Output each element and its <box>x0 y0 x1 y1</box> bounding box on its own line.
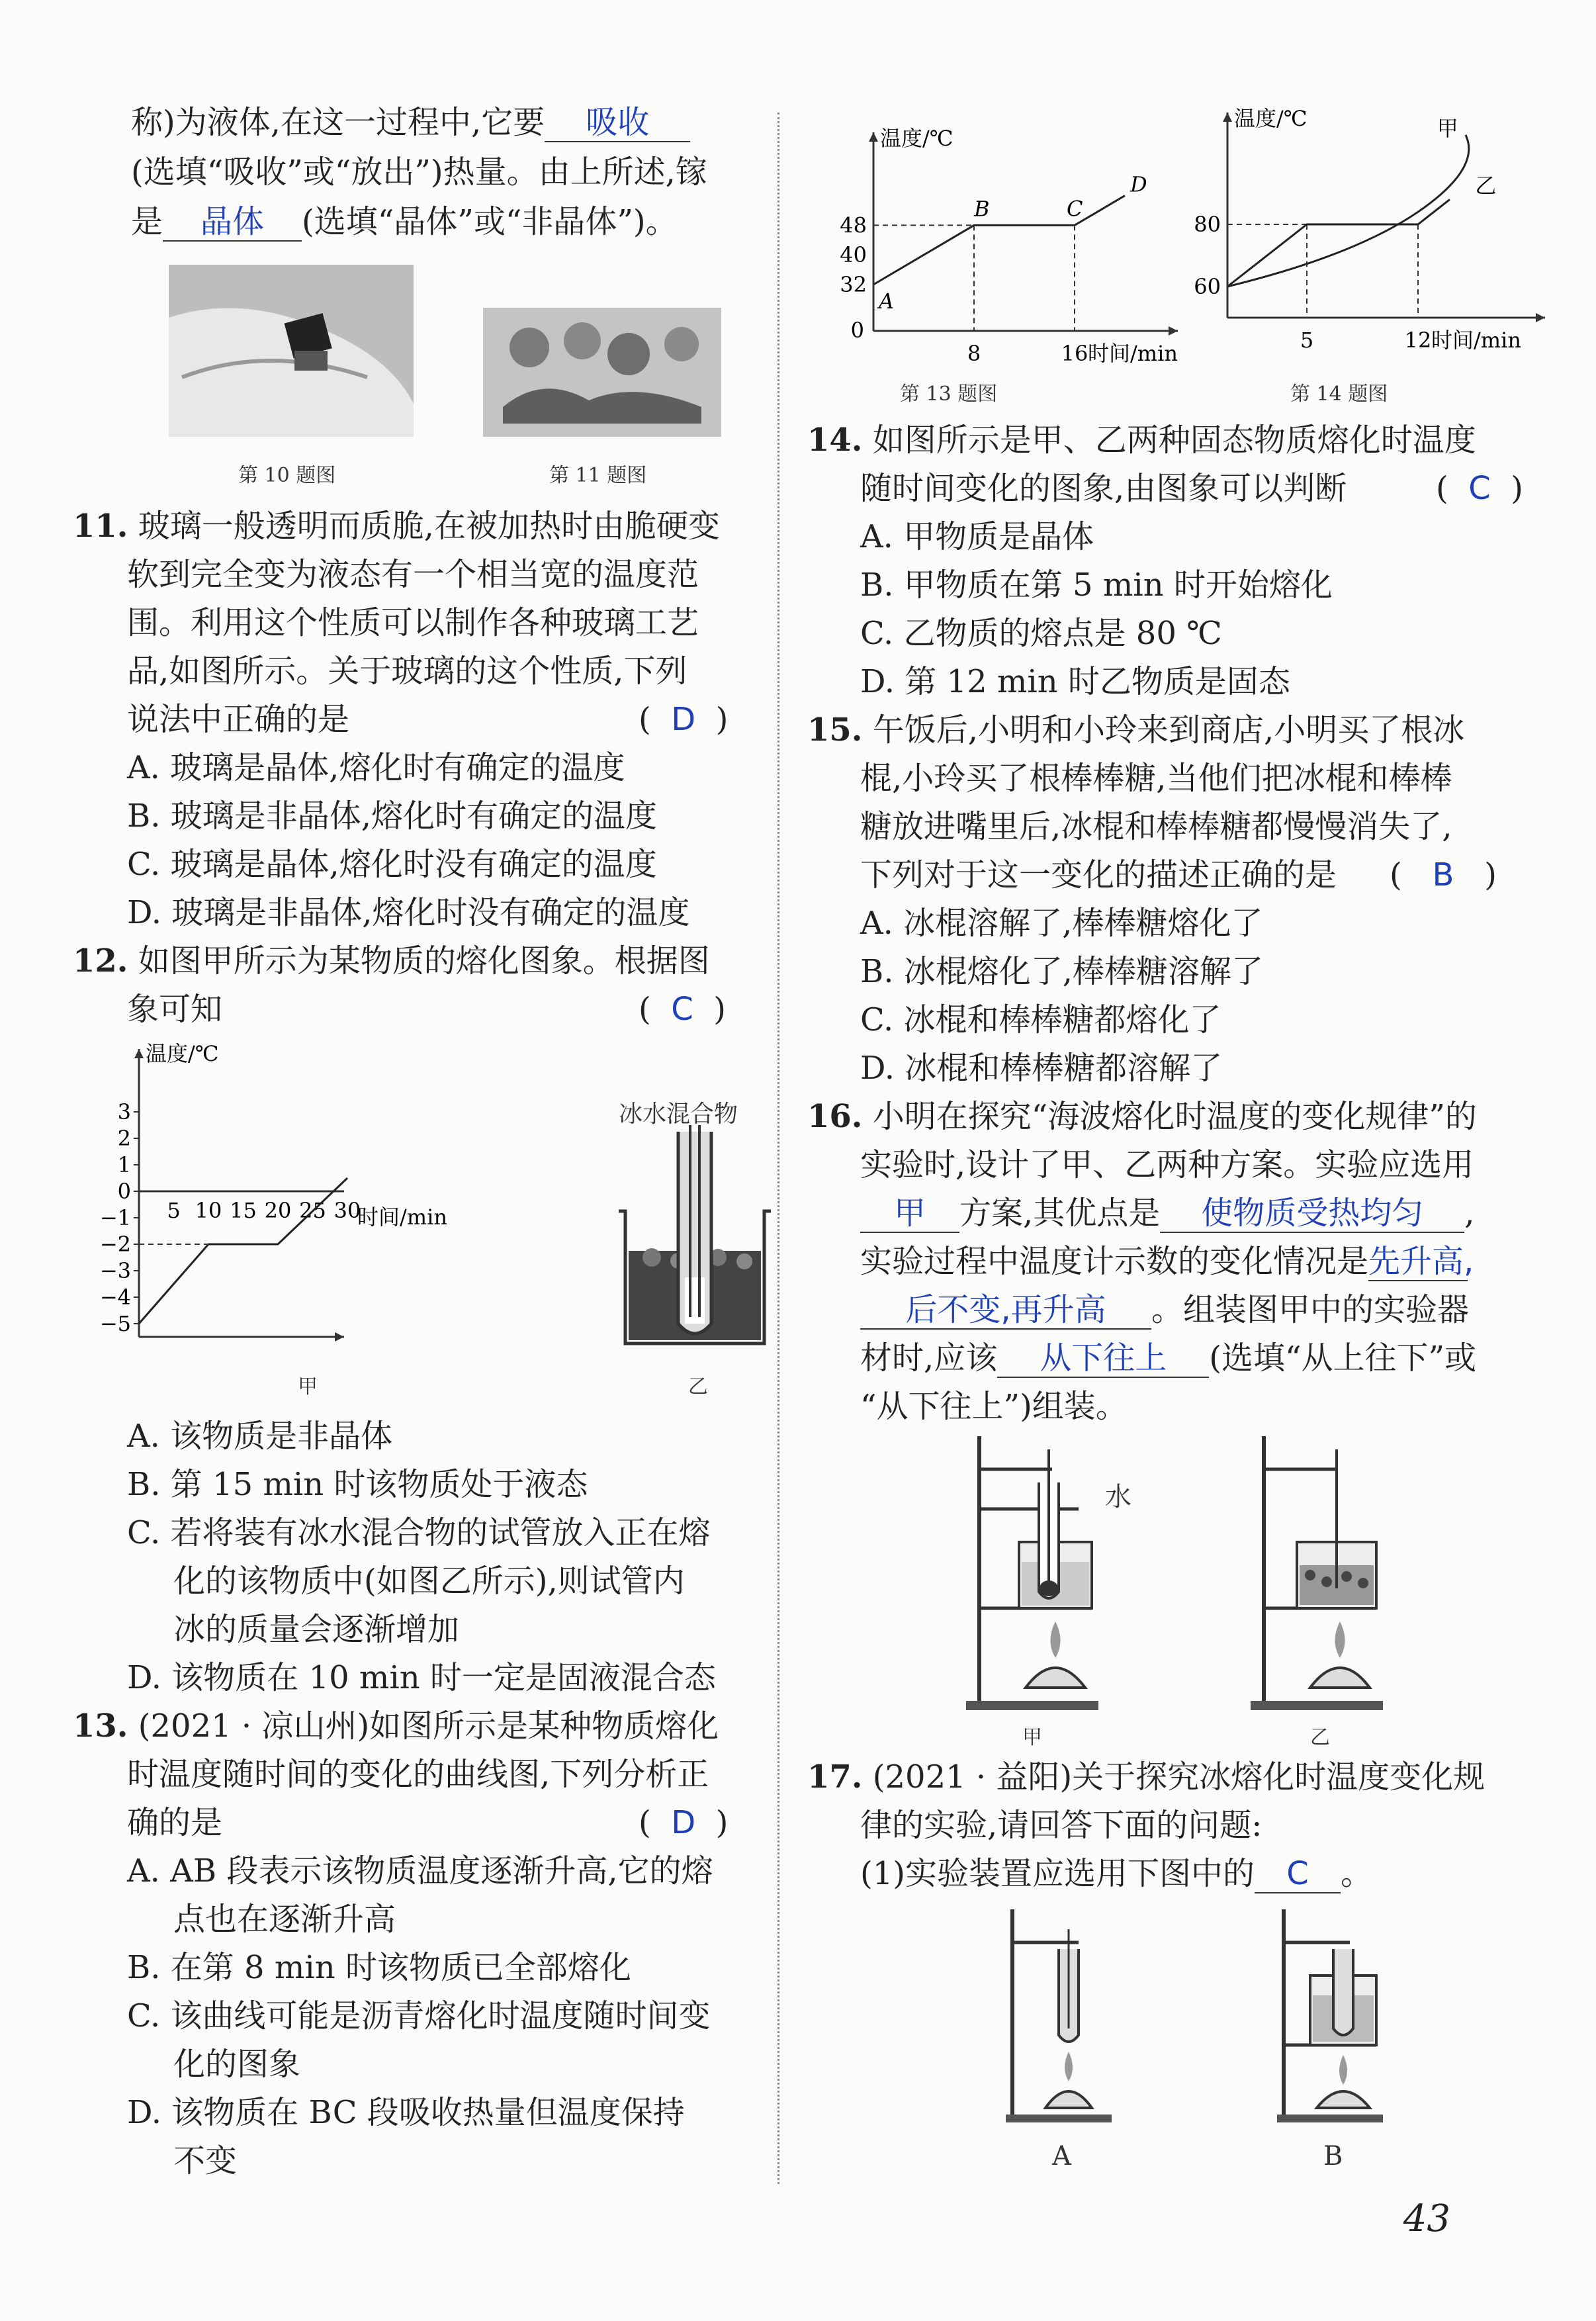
fig12-y-tick-label: 0 <box>117 1179 131 1204</box>
fig12-y-tick-label: 1 <box>117 1152 131 1177</box>
q11-option-b: B. 玻璃是非晶体,熔化时有确定的温度 <box>127 797 658 835</box>
q16-stem: 小明在探究“海波熔化时温度的变化规律”的 <box>872 1098 1477 1135</box>
fig12-label-jia: 甲 <box>298 1375 318 1398</box>
q16-line1 <box>807 1097 1477 1136</box>
q15-option-a: A. 冰棍溶解了,棒棒糖熔化了 <box>860 905 1263 942</box>
fig12-y-arrow <box>134 1049 144 1058</box>
q15-stem: 下列对于这一变化的描述正确的是 <box>860 856 1337 893</box>
q16-fig-label-jia: 甲 <box>1022 1726 1042 1749</box>
q14-line1 <box>807 420 1476 460</box>
q14-option-c: C. 乙物质的熔点是 80 ℃ <box>860 615 1222 652</box>
q17-fig-label-b: B <box>1323 2141 1343 2171</box>
fig11-caption: 第 11 题图 <box>549 464 647 487</box>
fig13-y-arrow <box>869 132 878 142</box>
q17-stem: 律的实验,请回答下面的问题: <box>860 1807 1263 1844</box>
q16-text-plan: 方案,其优点是 <box>959 1195 1161 1232</box>
q11-stem: 围。利用这个性质可以制作各种玻璃工艺 <box>127 604 699 641</box>
fig14-legend-yi: 乙 <box>1475 173 1497 199</box>
q11-option-c: C. 玻璃是晶体,熔化时没有确定的温度 <box>127 846 657 883</box>
q17-fig-label-a: A <box>1052 2141 1071 2171</box>
q15-number: 15. <box>807 711 863 749</box>
q16-answer-temp2: 后不变,再升高 <box>905 1291 1106 1328</box>
q16-text-order: 材时,应该 <box>860 1340 998 1377</box>
fig14-x-tick-label: 5 <box>1300 328 1314 353</box>
fig13-point-label: C <box>1067 196 1083 222</box>
fig14-x-tick-label: 12 <box>1404 328 1432 353</box>
q16-answer-advantage: 使物质受热均匀 <box>1201 1195 1424 1232</box>
q17-sub1-text: (1)实验装置应选用下图中的 <box>860 1855 1255 1892</box>
fig12-x-tick-label: 30 <box>333 1198 361 1223</box>
fig12-y-tick-label: 2 <box>117 1126 131 1151</box>
fig12-x-tick-label: 15 <box>230 1198 257 1223</box>
fig13-y-tick-label: 40 <box>840 242 867 268</box>
q17-number: 17. <box>807 1758 863 1796</box>
fig12-x-tick-label: 25 <box>299 1198 326 1223</box>
q15-line1 <box>807 710 1464 750</box>
q11-option-a: A. 玻璃是晶体,熔化时有确定的温度 <box>127 749 625 786</box>
fig12-x-arrow <box>335 1332 344 1342</box>
q16-blank-plan <box>860 1195 959 1233</box>
q10-blank2 <box>163 203 302 242</box>
q12-stem: 如图甲所示为某物质的熔化图象。根据图 <box>138 942 710 979</box>
q14-stem: 如图所示是甲、乙两种固态物质熔化时温度 <box>872 422 1476 459</box>
fig13-point-label: B <box>974 196 990 222</box>
q10-line1 <box>131 103 690 142</box>
q14-answer: C <box>1468 470 1491 507</box>
q15-stem: 糖放进嘴里后,冰棍和棒棒糖都慢慢消失了, <box>860 808 1452 845</box>
q15-answer-paren: ( B ) <box>1390 856 1497 893</box>
fig13-x-label: 时间/min <box>1088 341 1178 366</box>
q15-stem: 棍,小玲买了根棒棒糖,当他们把冰棍和棒棒 <box>860 760 1452 797</box>
fig14-legend-jia: 甲 <box>1437 116 1458 141</box>
fig13-x-tick-label: 8 <box>967 341 981 366</box>
fig13-caption: 第 13 题图 <box>900 383 998 406</box>
q17-blank <box>1255 1855 1341 1893</box>
fig12-y-tick-label: −5 <box>99 1311 131 1336</box>
q15-option-d: D. 冰棍和棒棒糖都溶解了 <box>860 1050 1223 1087</box>
q11-option-d: D. 玻璃是非晶体,熔化时没有确定的温度 <box>127 894 690 931</box>
q12-answer-paren: ( C ) <box>639 991 727 1028</box>
q14-number: 14. <box>807 422 863 459</box>
q16-text-order-post: (选填“从上往下”或 <box>1209 1340 1477 1377</box>
q16-answer-plan: 甲 <box>893 1195 926 1232</box>
q12-option-c-cont: 化的该物质中(如图乙所示),则试管内 <box>173 1563 685 1600</box>
q10-text3-post: (选填“晶体”或“非晶体”)。 <box>302 203 678 240</box>
q12-option-c-cont: 冰的质量会逐渐增加 <box>173 1611 460 1648</box>
q16-number: 16. <box>807 1098 863 1135</box>
q13-option-b: B. 在第 8 min 时该物质已全部熔化 <box>127 1949 631 1986</box>
q11-number: 11. <box>73 508 128 545</box>
q17-line1 <box>807 1757 1485 1797</box>
fig14-y-tick-label: 80 <box>1194 212 1221 237</box>
q12-line1 <box>73 941 710 981</box>
fig13-y-tick-label: 48 <box>840 212 867 238</box>
q12-answer: C <box>671 991 693 1028</box>
fig13-y-label: 温度/℃ <box>880 126 953 151</box>
fig10-caption: 第 10 题图 <box>238 464 336 487</box>
q17-answer: C <box>1286 1855 1309 1892</box>
q16-blank-temp1 <box>1368 1243 1474 1281</box>
fig12-y-tick-label: −1 <box>99 1205 131 1230</box>
q10-text3: 是 <box>131 203 163 240</box>
fig10-photo <box>169 265 414 437</box>
fig12-y-tick-label: −4 <box>99 1285 131 1310</box>
q16-text-temp: 实验过程中温度计示数的变化情况是 <box>860 1243 1369 1280</box>
q10-text: 称)为液体,在这一过程中,它要 <box>131 104 545 141</box>
fig12-y-tick-label: 3 <box>117 1099 131 1124</box>
q10-answer1: 吸收 <box>586 104 650 141</box>
fig12-y-label: 温度/℃ <box>146 1041 219 1066</box>
column-divider <box>777 113 779 2184</box>
q13-option-d: D. 该物质在 BC 段吸收热量但温度保持 <box>127 2094 685 2131</box>
q12-option-c: C. 若将装有冰水混合物的试管放入正在熔 <box>127 1514 711 1551</box>
fig14-y-label: 温度/℃ <box>1234 106 1308 131</box>
q15-option-c: C. 冰棍和棒棒糖都熔化了 <box>860 1001 1221 1038</box>
fig11-glass-art-image <box>483 308 721 437</box>
q14-option-b: B. 甲物质在第 5 min 时开始熔化 <box>860 567 1333 604</box>
q17-sub1 <box>860 1854 1372 1893</box>
q14-option-d: D. 第 12 min 时乙物质是固态 <box>860 663 1290 700</box>
fig14-y-tick-label: 60 <box>1194 274 1221 299</box>
fig13-x-tick-label: 16 <box>1061 341 1088 366</box>
fig14-y-arrow <box>1223 113 1232 122</box>
q16-water-label: 水 <box>1105 1482 1131 1512</box>
q16-text-assemble: 。组装图甲中的实验器 <box>1151 1291 1470 1328</box>
fig12-label-yi: 乙 <box>688 1375 708 1398</box>
q13-line1 <box>73 1706 719 1746</box>
q13-number: 13. <box>73 1707 128 1745</box>
fig14-x-arrow <box>1536 313 1545 322</box>
fig13-point-label: A <box>879 289 895 314</box>
q16-stem: “从下往上”)组装。 <box>860 1388 1128 1425</box>
q17-stem: (2021 · 益阳)关于探究冰熔化时温度变化规 <box>872 1758 1485 1796</box>
fig12-x-tick-label: 20 <box>264 1198 292 1223</box>
q14-option-a: A. 甲物质是晶体 <box>860 518 1094 555</box>
q16-comma: , <box>1464 1195 1475 1232</box>
q12-option-a: A. 该物质是非晶体 <box>127 1418 393 1455</box>
q13-option-c: C. 该曲线可能是沥青熔化时温度随时间变 <box>127 1997 711 2034</box>
fig13-point-label: D <box>1130 171 1147 197</box>
q16-line4 <box>860 1242 1474 1281</box>
q11-stem: 玻璃一般透明而质脆,在被加热时由脆硬变 <box>138 508 721 545</box>
q11-stem: 品,如图所示。关于玻璃的这个性质,下列 <box>127 653 687 690</box>
q10-blank1 <box>545 104 690 142</box>
fig14-x-label: 时间/min <box>1431 328 1521 353</box>
q11-answer-paren: ( D ) <box>639 701 729 738</box>
q17-apparatus-a <box>993 1903 1125 2128</box>
page-number: 43 <box>1403 2197 1450 2240</box>
fig13-chart <box>820 119 1191 371</box>
q15-stem: 午饭后,小明和小玲来到商店,小明买了根冰 <box>872 711 1465 749</box>
q15-option-b: B. 冰棍熔化了,棒棒糖溶解了 <box>860 953 1264 990</box>
q16-blank-adv <box>1160 1195 1464 1233</box>
q15-answer: B <box>1432 856 1454 893</box>
q16-apparatus-yi <box>1237 1430 1409 1721</box>
q10-answer2: 晶体 <box>200 203 265 240</box>
fig14-chart <box>1175 99 1572 371</box>
fig14-series-jia <box>1227 135 1469 287</box>
fig12-yi-beaker <box>612 1125 777 1350</box>
q16-line6 <box>860 1338 1476 1378</box>
q12-number: 12. <box>73 942 128 979</box>
q17-apparatus-b <box>1264 1903 1396 2128</box>
fig10-hand-image <box>169 265 414 437</box>
fig12-x-tick-label: 5 <box>167 1198 181 1223</box>
fig12-y-tick-label: −2 <box>99 1232 131 1257</box>
q12-option-d: D. 该物质在 10 min 时一定是固液混合态 <box>127 1659 716 1696</box>
q13-option-a: A. AB 段表示该物质温度逐渐升高,它的熔 <box>127 1852 713 1889</box>
q13-stem: 确的是 <box>127 1804 223 1841</box>
fig12-beaker-label: 冰水混合物 <box>619 1101 738 1128</box>
fig12-x-label: 时间/min <box>357 1205 447 1230</box>
q17-sub1-end: 。 <box>1341 1855 1373 1892</box>
q14-answer-paren: ( C ) <box>1436 470 1524 507</box>
q16-line3 <box>860 1193 1475 1233</box>
q16-fig-label-yi: 乙 <box>1310 1726 1330 1749</box>
q13-stem: (2021 · 凉山州)如图所示是某种物质熔化 <box>138 1707 719 1745</box>
q10-line2: (选填“吸收”或“放出”)热量。由上所述,镓 <box>131 154 707 191</box>
fig12-jia-chart <box>86 1036 562 1347</box>
q11-stem: 软到完全变为液态有一个相当宽的温度范 <box>127 556 699 593</box>
fig13-curve <box>873 196 1125 285</box>
q13-stem: 时温度随时间的变化的曲线图,下列分析正 <box>127 1756 709 1793</box>
q16-blank-temp2 <box>860 1291 1151 1330</box>
q16-line5 <box>860 1290 1469 1330</box>
q16-stem: 实验时,设计了甲、乙两种方案。实验应选用 <box>860 1146 1474 1183</box>
q13-answer-paren: ( D ) <box>639 1804 729 1841</box>
q13-answer: D <box>671 1804 696 1841</box>
q12-stem: 象可知 <box>127 991 223 1028</box>
fig14-caption: 第 14 题图 <box>1290 383 1388 406</box>
q10-line3 <box>131 202 678 242</box>
q16-answer-order: 从下往上 <box>1040 1340 1167 1377</box>
q13-option-a-cont: 点也在逐渐升高 <box>173 1901 396 1938</box>
fig13-origin-label: 0 <box>850 318 864 343</box>
fig11-photo <box>483 308 721 437</box>
q16-apparatus-jia <box>953 1430 1125 1721</box>
fig12-x-tick-label: 10 <box>195 1198 222 1223</box>
q13-option-c-cont: 化的图象 <box>173 2046 301 2083</box>
q11-stem: 说法中正确的是 <box>127 701 350 738</box>
q11-answer: D <box>671 701 696 738</box>
q13-option-d-cont: 不变 <box>173 2142 238 2179</box>
fig12-y-tick-label: −3 <box>99 1258 131 1283</box>
q16-blank-order <box>997 1340 1209 1378</box>
q11-line1 <box>73 506 720 546</box>
q14-stem: 随时间变化的图象,由图象可以判断 <box>860 470 1347 507</box>
q12-option-b: B. 第 15 min 时该物质处于液态 <box>127 1466 588 1503</box>
fig13-y-tick-label: 32 <box>840 272 867 297</box>
q16-answer-temp1: 先升高, <box>1368 1243 1474 1280</box>
